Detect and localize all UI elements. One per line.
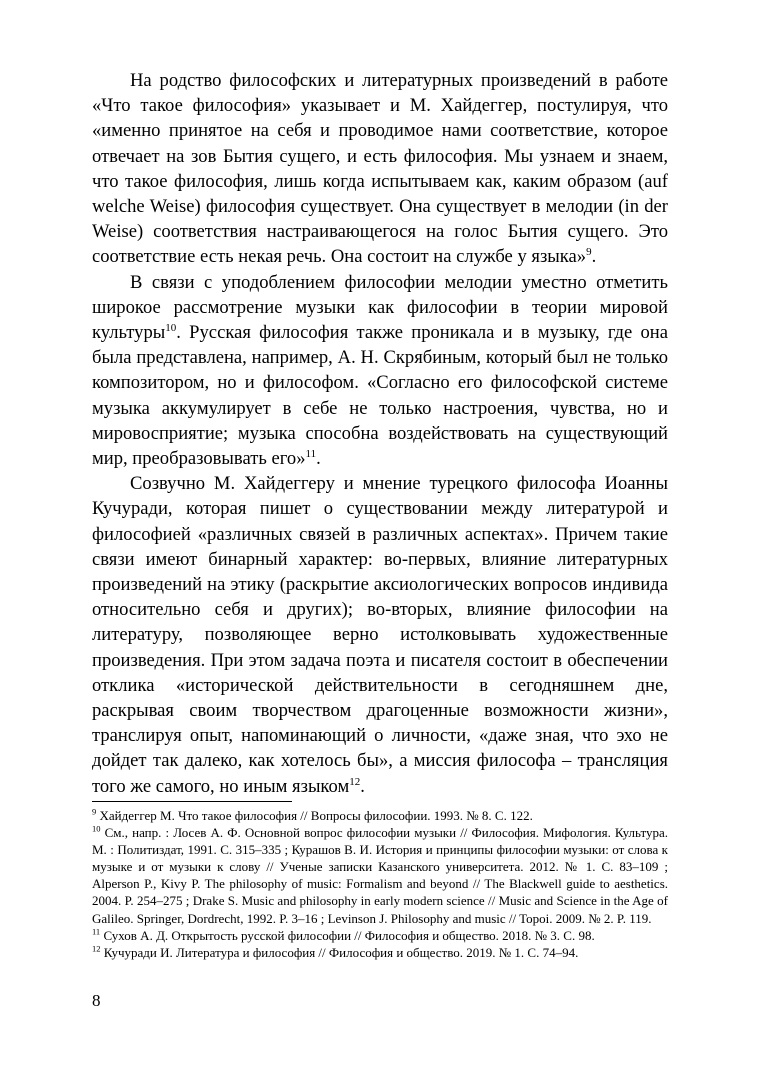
footnote-number: 11 [92, 926, 101, 937]
footnote-11: $^{11}$ Сухов А. Д. Открытость русской философии // Философия и общество. 2018. № 3. С. 98. [92, 926, 595, 943]
footnote-ref[interactable]: 9 [586, 246, 592, 259]
paragraph-text: В связи с уподоблением философии мелодии уместно отметить широкое рассмотрение музыки как философии в теории мировой культуры [92, 271, 668, 344]
footnote-ref[interactable]: 10 [165, 321, 177, 334]
main-text [92, 68, 668, 799]
footnote-12: $^{12}$ Кучуради И. Литература и философия // Философия и общество. 2019. № 1. С. 74–94. [92, 943, 579, 960]
footnote-number: 10 [92, 823, 101, 834]
footnote-10: $^{10}$ См., напр. : Лосев А. Ф. Основной вопрос философии музыки // Философия. Мифология. Культура. М. : Политиздат, 1991. С. 315–335 ; Курашов В. И. История и принципы философии музыки: от слова к музыке и от музыки к слову // Ученые записки Казанского университета. 2012. № 1. С. 83–109 ; Alperson P., Kivy P. The philosophy of music: Formalism and beyond // The Blackwell guide to aesthetics. 2004. P. 254–275 ; Drake S. Music and philosophy in early modern science // Music and Science in the Age of Galileo. Springer, Dordrecht, 1992. P. 3–16 ; Levinson J. Philosophy and music // Topoi. 2009. № 2. P. 119. [92, 823, 668, 926]
footnote-separator [92, 801, 292, 802]
paragraph-3: Созвучно М. Хайдеггеру и мнение турецкого философа Иоанны Кучуради, которая пишет о существовании между литературой и философией «различных связей в различных аспектах». Причем такие связи имеют бинарный характер: во-первых, влияние литературных произведений на этику (раскрытие аксиологических вопросов индивида относительно себя и других); во-вторых, влияние философии на литературу, позволяющее верно истолковывать художественные произведения. При этом задача поэта и писателя состоит в обеспечении отклика «исторической действительности в сегодняшнем дне, раскрывая своим творчеством драгоценные возможности жизни», транслируя опыт, напоминающий о личности, «даже зная, что эхо не дойдет так далеко, как хотелось бы», а миссия философа – трансляция того же самого, но иным языком$^{12}$. [92, 473, 668, 797]
footnotes [92, 807, 668, 961]
paragraph-text: Созвучно М. Хайдеггеру и мнение турецкого философа Иоанны Кучуради, которая пишет о существовании между литературой и философией «различных связей в различных аспектах». Причем такие связи имеют бинарный характер: во-первых, влияние литературных произведений на этику (раскрытие аксиологических вопросов индивида относительно себя и других); во-вторых, влияние философии на литературу, позволяющее верно истолковывать художественные произведения. При этом задача поэта и писателя состоит в обеспечении отклика «исторической действительности в сегодняшнем дне, раскрывая своим творчеством драгоценные возможности жизни», транслируя опыт, напоминающий о личности, «даже зная, что эхо не дойдет так далеко, как хотелось бы», а миссия философа – трансляция того же самого, но иным языком [92, 473, 668, 797]
paragraph-1: На родство философских и литературных произведений в работе «Что такое философия» указывает и М. Хайдеггер, постулируя, что «именно принятое на себя и проводимое нами соответствие, которое отвечает на зов Бытия сущего, и есть философия. Мы узнаем и знаем, что такое философия, лишь когда испытываем как, каким образом (auf welche Weise) философия существует. Она существует в мелодии (in der Weise) соответствия настраивающегося на голос Бытия сущего. Это соответствие есть некая речь. Она состоит на службе у языка»$^9$. [92, 70, 668, 268]
paragraph-2: В связи с уподоблением философии мелодии уместно отметить широкое рассмотрение музыки как философии в теории мировой культуры$^{10}$. Русская философия также проникала и в музыку, где она была представлена, например, А. Н. Скрябиным, который был не только композитором, но и философом. «Согласно его философской системе музыка аккумулирует в себе не только настроения, чувства, но и мировосприятие; музыка способна воздействовать на существующий мир, преобразовывать его»$^{11}$. [92, 271, 668, 470]
footnote-ref[interactable]: 11 [305, 447, 317, 460]
footnote-number: 12 [92, 943, 101, 954]
footnote-9: $^9$ Хайдеггер М. Что такое философия // Вопросы философии. 1993. № 8. С. 122. [92, 806, 533, 823]
page-number: 8 [92, 991, 101, 1010]
paragraph-text: На родство философских и литературных произведений в работе «Что такое философия» указывает и М. Хайдеггер, постулируя, что «именно принятое на себя и проводимое нами соответствие, которое отвечает на зов Бытия сущего, и есть философия. Мы узнаем и знаем, что такое философия, лишь когда испытываем как, каким образом (auf welche Weise) философия существует. Она существует в мелодии (in der Weise) соответствия настраивающегося на голос Бытия сущего. Это соответствие есть некая речь. Она состоит на службе у языка» [92, 70, 668, 268]
footnote-ref[interactable]: 12 [349, 775, 361, 788]
footnote-number: 9 [92, 806, 97, 817]
